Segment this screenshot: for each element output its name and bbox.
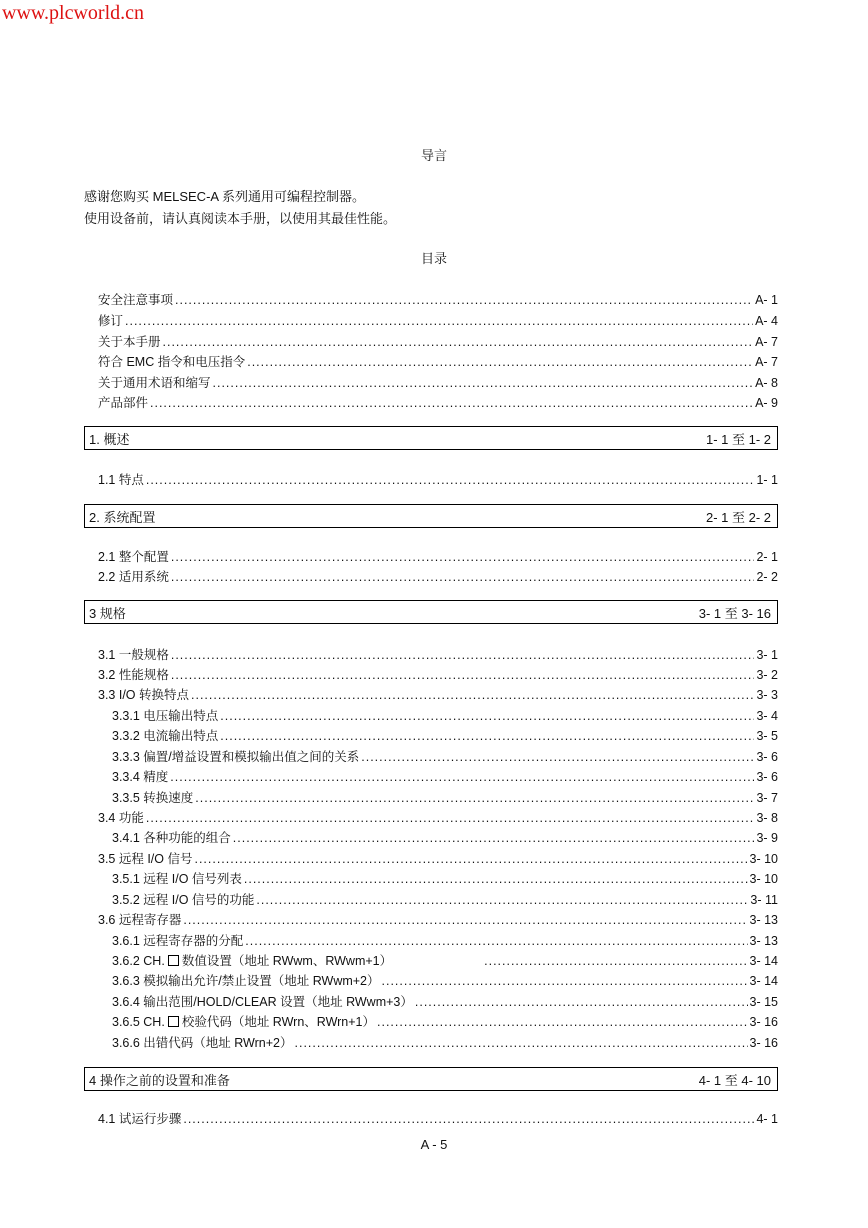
toc-entry-page: A- 7 <box>755 355 778 369</box>
toc-entry-page: 3- 11 <box>750 893 778 907</box>
toc-entry-label: 3.3.1 电压输出特点 <box>112 709 219 723</box>
toc-entry-3-5-1[interactable] <box>112 869 778 887</box>
toc-entry-3-6-3[interactable] <box>112 971 778 989</box>
toc-entry-label: 3.4.1 各种功能的组合 <box>112 831 231 845</box>
toc-entry-3-6-6[interactable] <box>112 1033 778 1051</box>
toc-entry-label: 3.3.3 偏置/增益设置和模拟输出值之间的关系 <box>112 750 360 764</box>
toc-entry-page: 3- 9 <box>756 831 778 845</box>
toc-entry-safety[interactable] <box>98 290 778 308</box>
toc-entry-page: 3- 14 <box>749 954 778 968</box>
intro-line-2: 使用设备前，请认真阅读本手册，以使用其最佳性能。 <box>84 211 397 226</box>
chapter-page-range: 2- 1 至 2- 2 <box>705 509 771 525</box>
toc-entry-4-1[interactable] <box>98 1109 778 1127</box>
toc-entry-3-2[interactable] <box>98 665 778 683</box>
toc-entry-label: 关于通用术语和缩写 <box>98 376 211 390</box>
toc-entry-label: 4.1 试运行步骤 <box>98 1112 182 1126</box>
toc-entry-label: 3.6.4 输出范围/HOLD/CLEAR 设置（地址 RWwm+3） <box>112 995 413 1009</box>
chapter-title: 4 操作之前的设置和准备 <box>89 1072 230 1088</box>
toc-entry-3-6[interactable] <box>98 910 778 928</box>
watermark-text: www.plcworld.cn <box>2 2 145 24</box>
toc-entry-3-1[interactable] <box>98 645 778 663</box>
toc-entry-page: 3- 6 <box>756 770 778 784</box>
toc-entry-3-5-2[interactable] <box>112 890 778 908</box>
toc-entry-3-3-3[interactable] <box>112 747 778 765</box>
toc-entry-label: 3.6.3 模拟输出允许/禁止设置（地址 RWwm+2） <box>112 974 380 988</box>
toc-entry-3-6-5[interactable] <box>112 1012 778 1030</box>
toc-entry-label-suffix: 校验代码（地址 RWrn、RWrn+1） <box>181 1015 376 1029</box>
toc-entry-label: 产品部件 <box>98 396 149 410</box>
toc-entry-3-6-1[interactable] <box>112 931 778 949</box>
toc-entry-page: A- 7 <box>755 335 778 349</box>
toc-entry-3-3-4[interactable] <box>112 767 778 785</box>
toc-entry-label: 安全注意事项 <box>98 293 174 307</box>
toc-entry-terms[interactable] <box>98 373 778 391</box>
toc-entry-label: 3.6 远程寄存器 <box>98 913 182 927</box>
toc-entry-page: 3- 15 <box>749 995 778 1009</box>
toc-entry-page: 3- 16 <box>749 1036 778 1050</box>
toc-entry-3-3[interactable] <box>98 685 778 703</box>
toc-entry-label: 3.5.1 远程 I/O 信号列表 <box>112 872 242 886</box>
toc-entry-2-2[interactable] <box>98 567 778 585</box>
toc-entry-label: 3.3.5 转换速度 <box>112 791 194 805</box>
chapter-page-range: 4- 1 至 4- 10 <box>698 1072 771 1088</box>
intro-line-1: 感谢您购买 MELSEC-A 系列通用可编程控制器。 <box>84 189 365 204</box>
toc-entry-3-4[interactable] <box>98 808 778 826</box>
toc-entry-label: 关于本手册 <box>98 335 161 349</box>
toc-entry-label: 3.4 功能 <box>98 811 144 825</box>
toc-entry-page: A- 8 <box>755 376 778 390</box>
chapter-title: 3 规格 <box>89 605 126 621</box>
toc-entry-page: 2- 1 <box>756 550 778 564</box>
chapter-page-range: 3- 1 至 3- 16 <box>698 605 771 621</box>
toc-entry-page: 3- 10 <box>749 852 778 866</box>
intro-title: 导言 <box>420 148 447 163</box>
channel-placeholder-box-icon <box>168 1016 179 1027</box>
toc-entry-3-4-1[interactable] <box>112 828 778 846</box>
chapter-1-header[interactable] <box>84 426 778 450</box>
toc-entry-page: 3- 13 <box>749 934 778 948</box>
toc-entry-page: 3- 7 <box>756 791 778 805</box>
toc-entry-label: 3.3.4 精度 <box>112 770 169 784</box>
toc-entry-label: 3.2 性能规格 <box>98 668 169 682</box>
toc-entry-3-3-5[interactable] <box>112 788 778 806</box>
page-number: A - 5 <box>420 1137 448 1152</box>
toc-entry-page: 2- 2 <box>756 570 778 584</box>
toc-entry-page: A- 4 <box>755 314 778 328</box>
toc-entry-3-6-4[interactable] <box>112 992 778 1010</box>
toc-entry-page: 3- 13 <box>749 913 778 927</box>
toc-entry-3-3-1[interactable] <box>112 706 778 724</box>
toc-entry-page: 3- 8 <box>756 811 778 825</box>
toc-entry-label: 3.5 远程 I/O 信号 <box>98 852 193 866</box>
toc-entry-page: 3- 2 <box>756 668 778 682</box>
toc-entry-page: 3- 5 <box>756 729 778 743</box>
toc-entry-3-3-2[interactable] <box>112 726 778 744</box>
chapter-3-header[interactable] <box>84 600 778 624</box>
toc-entry-emc[interactable] <box>98 352 778 370</box>
toc-entry-page: 3- 14 <box>749 974 778 988</box>
toc-entry-label: 修订 <box>98 314 124 328</box>
chapter-2-header[interactable] <box>84 504 778 528</box>
toc-entry-label: 3.3.2 电流输出特点 <box>112 729 219 743</box>
toc-entry-3-6-2[interactable] <box>112 951 778 969</box>
toc-entry-label: 符合 EMC 指令和电压指令 <box>98 355 246 369</box>
toc-title: 目录 <box>420 251 447 266</box>
toc-entry-page: A- 1 <box>755 293 778 307</box>
toc-entry-page: 3- 10 <box>749 872 778 886</box>
toc-entry-about-manual[interactable] <box>98 332 778 350</box>
toc-entry-page: 1- 1 <box>756 473 778 487</box>
toc-entry-page: 3- 6 <box>756 750 778 764</box>
toc-entry-label: 1.1 特点 <box>98 473 144 487</box>
toc-entry-page: 4- 1 <box>756 1112 778 1126</box>
toc-entry-1-1[interactable] <box>98 470 778 488</box>
toc-entry-label: 2.2 适用系统 <box>98 570 169 584</box>
channel-placeholder-box-icon <box>168 955 179 966</box>
toc-entry-label: 2.1 整个配置 <box>98 550 169 564</box>
toc-entry-page: 3- 3 <box>756 688 778 702</box>
toc-entry-label: 3.6.5 CH. <box>112 1015 165 1029</box>
toc-entry-2-1[interactable] <box>98 547 778 565</box>
toc-entry-label: 3.3 I/O 转换特点 <box>98 688 189 702</box>
toc-entry-page: 3- 4 <box>756 709 778 723</box>
toc-entry-label: 3.5.2 远程 I/O 信号的功能 <box>112 893 255 907</box>
chapter-page-range: 1- 1 至 1- 2 <box>705 431 771 447</box>
toc-entry-label: 3.6.1 远程寄存器的分配 <box>112 934 244 948</box>
toc-entry-label: 3.6.6 出错代码（地址 RWrn+2） <box>112 1036 293 1050</box>
toc-entry-label-suffix: 数值设置（地址 RWwm、RWwm+1） <box>181 954 393 968</box>
toc-entry-revisions[interactable] <box>98 311 778 329</box>
toc-entry-page: 3- 1 <box>756 648 778 662</box>
toc-entry-label: 3.6.2 CH. <box>112 954 165 968</box>
toc-entry-page: 3- 16 <box>749 1015 778 1029</box>
chapter-4-header[interactable] <box>84 1067 778 1091</box>
toc-entry-label: 3.1 一般规格 <box>98 648 169 662</box>
chapter-title: 1. 概述 <box>89 431 130 447</box>
toc-entry-parts[interactable] <box>98 393 778 411</box>
toc-entry-page: A- 9 <box>755 396 778 410</box>
toc-entry-3-5[interactable] <box>98 849 778 867</box>
chapter-title: 2. 系统配置 <box>89 509 156 525</box>
